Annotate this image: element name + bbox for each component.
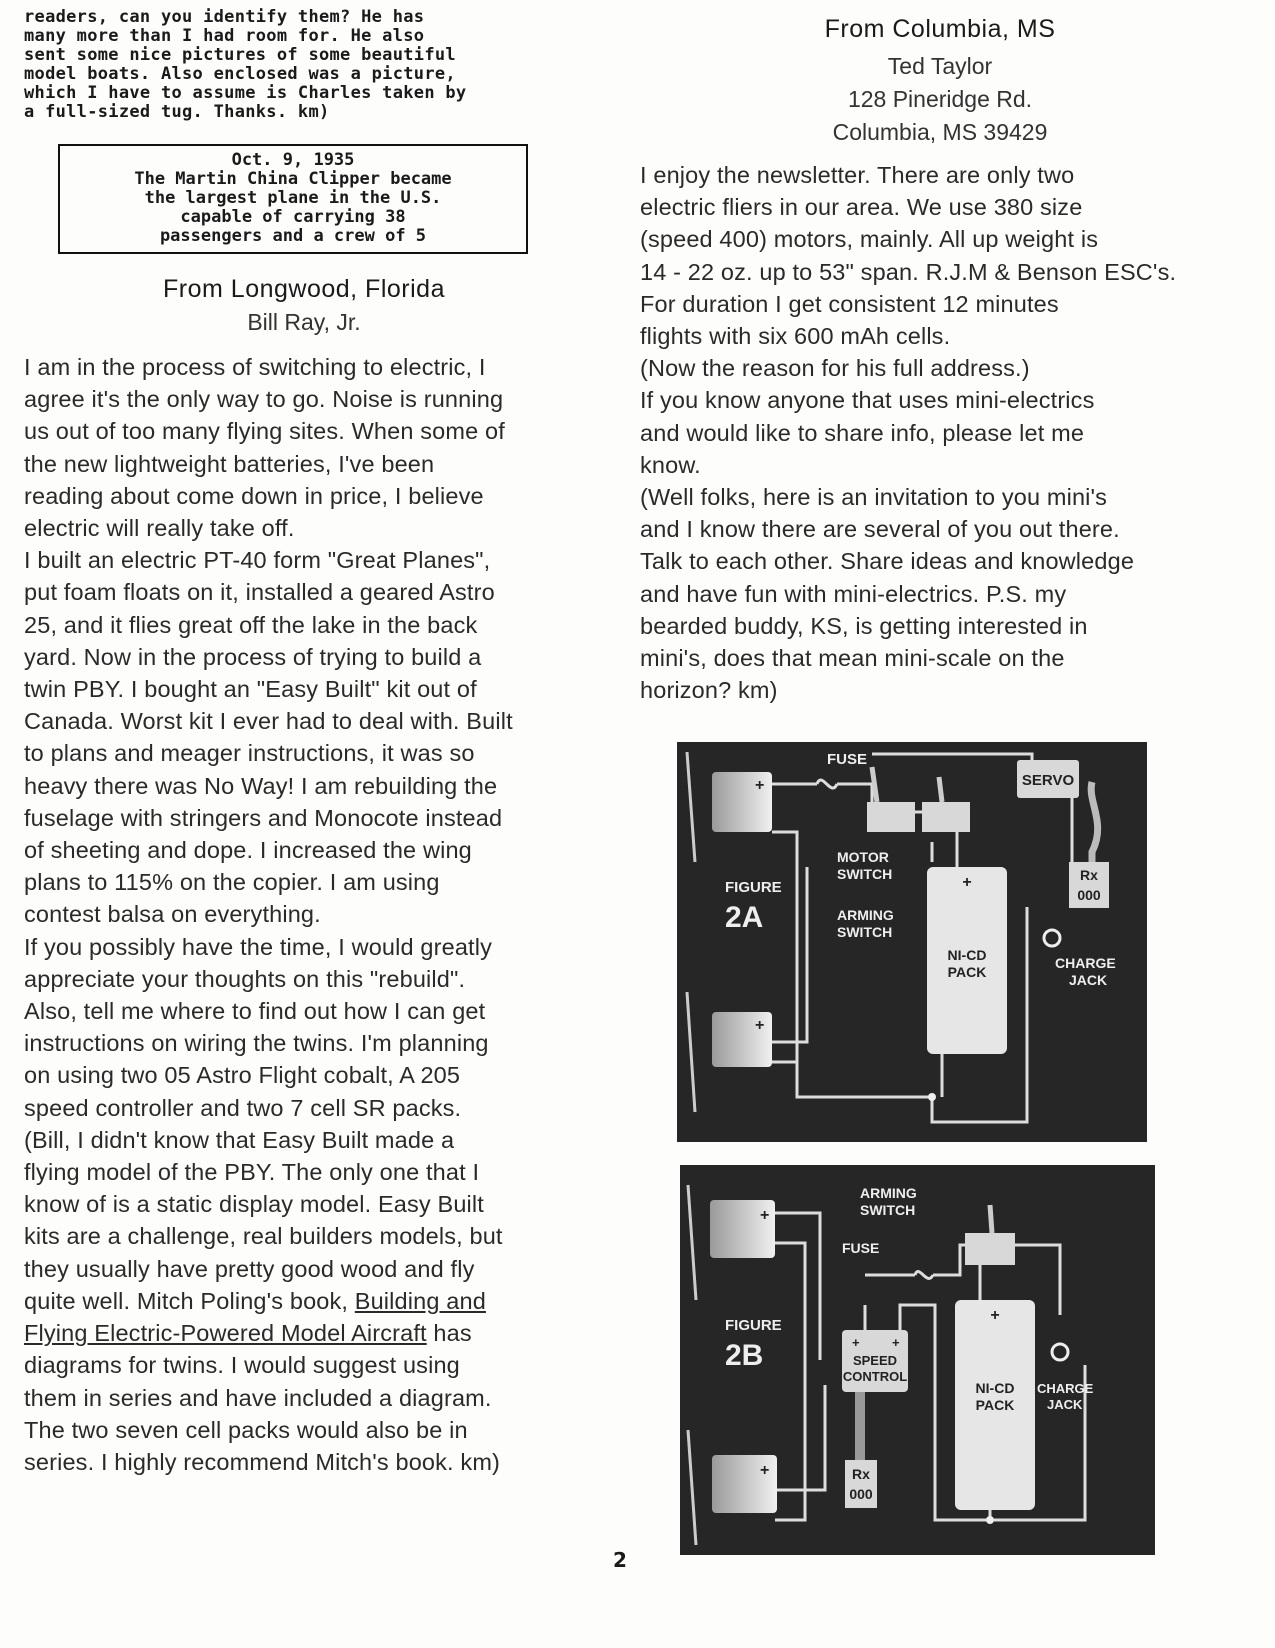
longwood-heading bbox=[24, 272, 584, 339]
svg-text:+: + bbox=[962, 874, 972, 891]
svg-text:2A: 2A bbox=[725, 901, 764, 934]
svg-text:JACK: JACK bbox=[1069, 972, 1108, 988]
svg-text:2B: 2B bbox=[725, 1339, 764, 1372]
svg-text:CONTROL: CONTROL bbox=[842, 1369, 908, 1384]
fact-text: The Martin China Clipper became the largest plane in the U.S. capable of carrying 38 passengers and a crew of 5 bbox=[134, 169, 452, 246]
svg-text:CHARGE: CHARGE bbox=[1037, 1381, 1094, 1396]
longwood-body-2: has diagrams for twins. I would suggest using them in series and have included a diagram. The two seven cell packs would also be in series. I highly recommend Mitch's book. km) bbox=[24, 1320, 501, 1475]
svg-text:FIGURE: FIGURE bbox=[725, 879, 782, 896]
svg-text:PACK: PACK bbox=[947, 964, 987, 980]
fact-box bbox=[58, 144, 528, 254]
svg-text:JACK: JACK bbox=[1047, 1397, 1083, 1412]
figure-2b bbox=[680, 1165, 1155, 1555]
svg-text:+: + bbox=[760, 1207, 770, 1224]
svg-text:CHARGE: CHARGE bbox=[1055, 955, 1116, 971]
svg-text:SWITCH: SWITCH bbox=[860, 1202, 916, 1218]
svg-text:Rx: Rx bbox=[852, 1466, 870, 1482]
longwood-letter bbox=[24, 351, 594, 1478]
svg-text:Rx: Rx bbox=[1080, 867, 1098, 883]
svg-text:+: + bbox=[892, 1335, 900, 1350]
columbia-letter: I enjoy the newsletter. There are only two electric fliers in our area. We use 380 size (speed 400) motors, mainly. All up weight is 14 - 22 oz. up to 53" span. R.J.M & Benson ESC's. For duration I get consistent 12 minutes flights with six 600 mAh cells. (Now the reason for his full address.) If you know anyone that uses mini-electrics and would like to share info, please let me know. (Well folks, here is an invitation to you mini's and I know there are several of you out there. Talk to each other. Share ideas and knowledge and have fun with mini-electrics. P.S. my bearded buddy, KS, is getting interested in mini's, does that mean mini-scale on the horizon? km) bbox=[640, 162, 1177, 704]
longwood-body-1: I am in the process of switching to electric, I agree it's the only way to go. Noise is running us out of too many flying sites. When some of the new lightweight batteries, I've been reading about come down in price, I believe electric will really take off. I built an electric PT-40 form "Great Planes", put foam floats on it, installed a geared Astro 25, and it flies great off the lake in the back yard. Now in the process of trying to build a twin PBY. I bought an "Easy Built" kit out of Canada. Worst kit I ever had to deal with. Built to plans and meager instructions, it was so heavy there was No Way! I am rebuilding the fuselage with stringers and Monocote instead of sheeting and dope. I increased the wing plans to 115% on the copier. I am using contest balsa on everything. If you possibly have the time, I would greatly appreciate your thoughts on this "rebuild". Also, tell me where to find out how I can get instructions on wiring the twins. I'm planning on using two 05 Astro Flight cobalt, A 205 speed controller and two 7 cell SR packs. (Bill, I didn't know that Easy Built made a flying model of the PBY. The only one that I know of is a static display model. Easy Built kits are a challenge, real builders models, but they usually have pretty good wood and fly quite well. Mitch Poling's book, bbox=[24, 354, 513, 1314]
book-title-line-1: Building and bbox=[354, 1287, 486, 1314]
svg-text:000: 000 bbox=[1077, 887, 1101, 903]
intro-paragraph: readers, can you identify them? He has many more than I had room for. He also sent some nice pictures of some beautiful model boats. Also enclosed was a picture, which I have to assume is Charles taken by a full-sized tug. Thanks. km) bbox=[24, 7, 467, 122]
svg-text:+: + bbox=[760, 1462, 770, 1479]
longwood-author: Bill Ray, Jr. bbox=[247, 309, 361, 335]
fact-date: Oct. 9, 1935 bbox=[231, 150, 355, 170]
columbia-city: Columbia, MS 39429 bbox=[832, 119, 1048, 145]
svg-text:NI-CD: NI-CD bbox=[975, 1380, 1015, 1396]
svg-text:FUSE: FUSE bbox=[827, 751, 868, 768]
svg-text:NI-CD: NI-CD bbox=[947, 947, 987, 963]
svg-text:ARMING: ARMING bbox=[837, 907, 894, 923]
figure-2a bbox=[677, 742, 1147, 1142]
svg-text:+: + bbox=[990, 1307, 1000, 1324]
svg-text:MOTOR: MOTOR bbox=[837, 849, 889, 865]
svg-text:+: + bbox=[852, 1335, 860, 1350]
svg-text:SWITCH: SWITCH bbox=[837, 866, 893, 882]
columbia-title: From Columbia, MS bbox=[824, 15, 1056, 43]
svg-text:+: + bbox=[755, 1017, 765, 1034]
svg-text:ARMING: ARMING bbox=[860, 1185, 917, 1201]
svg-text:FIGURE: FIGURE bbox=[725, 1317, 782, 1334]
right-column bbox=[640, 8, 1240, 706]
svg-text:+: + bbox=[755, 777, 765, 794]
left-column bbox=[24, 8, 594, 1478]
svg-text:SERVO: SERVO bbox=[1021, 772, 1075, 789]
columbia-street: 128 Pineridge Rd. bbox=[847, 86, 1033, 112]
columbia-heading bbox=[640, 8, 1240, 149]
svg-text:PACK: PACK bbox=[975, 1397, 1015, 1413]
longwood-title: From Longwood, Florida bbox=[163, 275, 445, 303]
svg-text:000: 000 bbox=[849, 1486, 873, 1502]
svg-text:FUSE: FUSE bbox=[842, 1240, 880, 1256]
columbia-name: Ted Taylor bbox=[887, 53, 993, 79]
book-title-line-2: Flying Electric-Powered Model Aircraft bbox=[24, 1320, 427, 1347]
svg-text:SPEED: SPEED bbox=[852, 1353, 898, 1368]
svg-text:SWITCH: SWITCH bbox=[837, 924, 893, 940]
page-number: 2 bbox=[613, 1548, 627, 1572]
